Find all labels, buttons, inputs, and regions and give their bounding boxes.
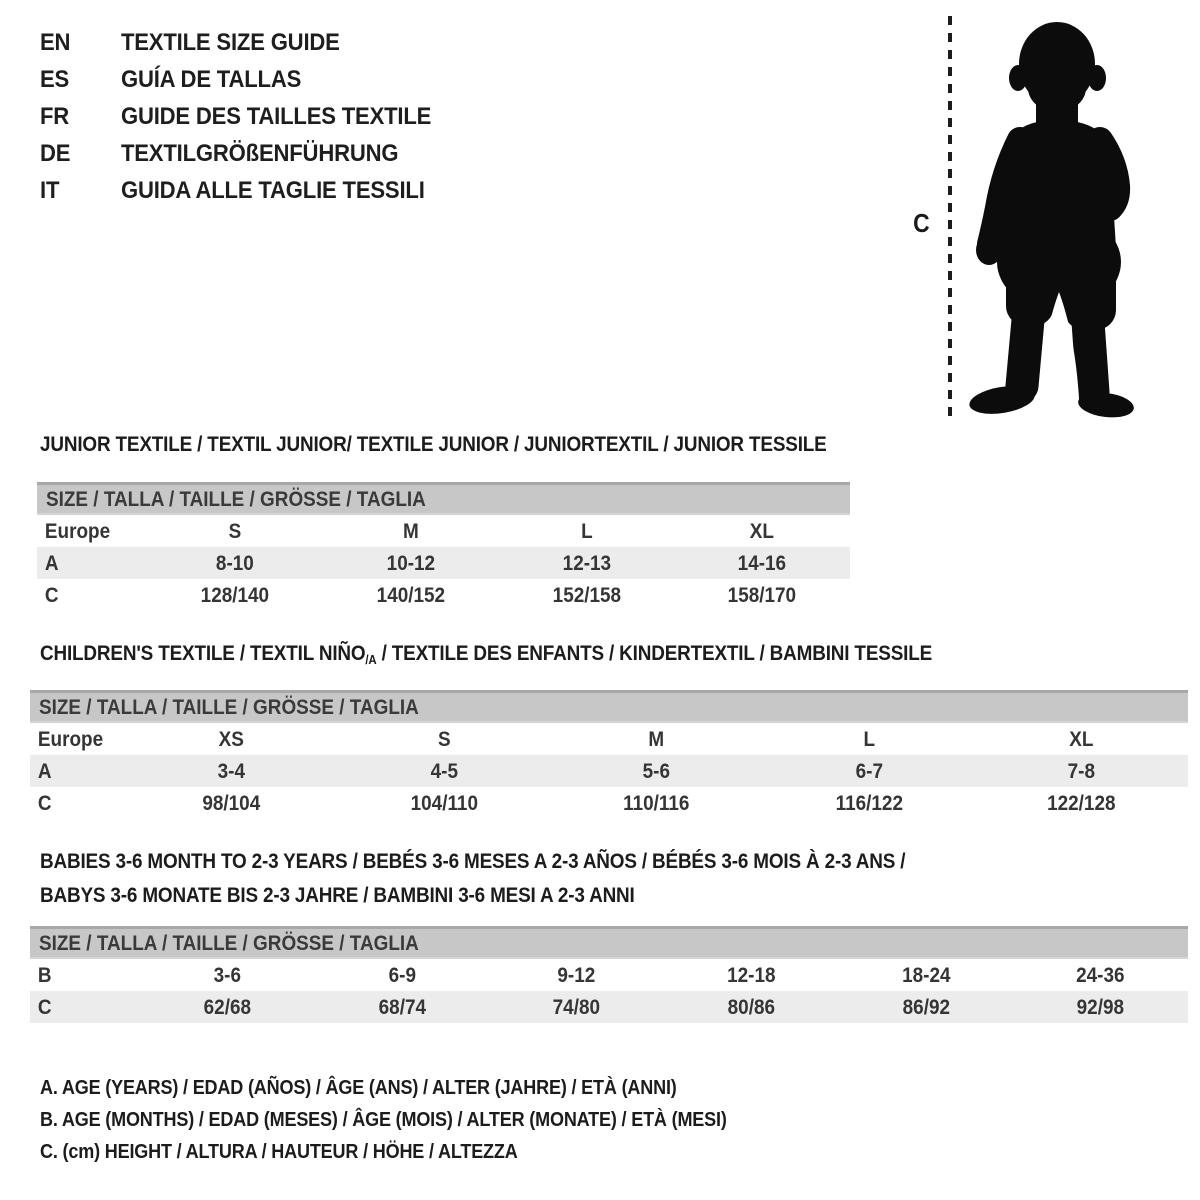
language-row-de [40, 135, 431, 172]
guide-title: GUIDA ALLE TAGLIE TESSILI [120, 176, 425, 204]
table-cell: 86/92 [902, 994, 950, 1019]
table-cell: 62/68 [203, 994, 252, 1019]
table-cell: 6-9 [388, 962, 416, 987]
guide-title: TEXTILGRÖßENFÜHRUNG [120, 139, 399, 167]
language-row-fr [40, 98, 431, 135]
title-text: / TEXTILE DES ENFANTS / KINDERTEXTIL / BAMBINI TESSILE [376, 641, 933, 665]
title-subscript: /A [365, 652, 377, 667]
table-cell: 14-16 [737, 550, 787, 575]
table-cell: 110/116 [623, 790, 690, 815]
row-label: A [44, 550, 59, 575]
table-cell: 152/158 [552, 582, 621, 607]
table-row-height-cm [30, 991, 1188, 1023]
table-cell: L [580, 518, 593, 543]
table-cell: 3-6 [213, 962, 242, 987]
section-title-junior: JUNIOR TEXTILE / TEXTIL JUNIOR/ TEXTILE JUNIOR / JUNIORTEXTIL / JUNIOR TESSILE [40, 432, 827, 456]
toddler-silhouette [960, 14, 1148, 418]
height-measure-dashed-line [948, 16, 952, 416]
table-row-age-months [30, 959, 1188, 991]
row-label: C [37, 994, 52, 1019]
table-cell: 92/98 [1077, 994, 1125, 1019]
table-cell: L [863, 726, 875, 751]
table-cell: 6-7 [855, 758, 883, 783]
section-title-children [40, 641, 932, 667]
table-cell: S [437, 726, 451, 751]
table-row-height-cm [37, 579, 850, 611]
language-code: FR [40, 102, 70, 130]
table-cell: S [228, 518, 242, 543]
size-header-row [30, 690, 1188, 723]
table-cell: 158/170 [727, 582, 797, 607]
table-cell: 116/122 [835, 790, 903, 815]
table-cell: 9-12 [557, 962, 596, 987]
language-row-es [40, 61, 431, 98]
guide-title: TEXTILE SIZE GUIDE [120, 28, 340, 56]
height-measure-label: C [913, 208, 930, 238]
size-header-label: SIZE / TALLA / TAILLE / GRÖSSE / TAGLIA [46, 486, 426, 511]
row-label: A [37, 758, 52, 783]
language-title-list [40, 24, 465, 209]
table-cell: 24-36 [1076, 962, 1125, 987]
language-code: ES [40, 65, 70, 93]
section-title-babies-line1: BABIES 3-6 MONTH TO 2-3 YEARS / BEBÉS 3-6 MESES A 2-3 AÑOS / BÉBÉS 3-6 MOIS À 2-3 ANS / [40, 849, 906, 873]
children-size-table [30, 690, 1188, 819]
table-cell: 128/140 [200, 582, 270, 607]
table-cell: 18-24 [901, 962, 951, 987]
table-cell: 12-18 [727, 962, 776, 987]
language-row-en [40, 24, 431, 61]
table-row-age-years [30, 755, 1188, 787]
table-cell: 140/152 [376, 582, 445, 607]
table-cell: 4-5 [430, 758, 458, 783]
table-row-europe [37, 515, 850, 547]
guide-title: GUÍA DE TALLAS [120, 65, 302, 93]
table-cell: 8-10 [215, 550, 254, 575]
junior-size-table [37, 482, 850, 611]
size-header-row [30, 926, 1188, 959]
row-label: Europe [37, 726, 104, 751]
row-label: C [44, 582, 59, 607]
table-cell: XL [750, 518, 775, 543]
row-label: B [37, 962, 52, 987]
table-row-europe [30, 723, 1188, 755]
table-cell: 68/74 [378, 994, 426, 1019]
size-header-label: SIZE / TALLA / TAILLE / GRÖSSE / TAGLIA [39, 694, 419, 719]
table-cell: 80/86 [727, 994, 776, 1019]
legend-age-months: B. AGE (MONTHS) / EDAD (MESES) / ÂGE (MOIS) / ALTER (MONATE) / ETÀ (MESI) [40, 1108, 727, 1131]
table-cell: 10-12 [386, 550, 435, 575]
table-cell: 5-6 [642, 758, 671, 783]
table-cell: 3-4 [217, 758, 245, 783]
table-cell: XS [218, 726, 244, 751]
size-header-label: SIZE / TALLA / TAILLE / GRÖSSE / TAGLIA [39, 930, 419, 955]
size-header-row [37, 482, 850, 515]
row-label: C [37, 790, 52, 815]
guide-title: GUIDE DES TAILLES TEXTILE [120, 102, 432, 130]
table-cell: 104/110 [410, 790, 478, 815]
section-title-babies-line2: BABYS 3-6 MONATE BIS 2-3 JAHRE / BAMBINI 3-6 MESI A 2-3 ANNI [40, 883, 635, 907]
table-cell: 7-8 [1067, 758, 1096, 783]
title-text: CHILDREN'S TEXTILE / TEXTIL NIÑO [40, 641, 366, 665]
babies-size-table [30, 926, 1188, 1023]
table-cell: 12-13 [562, 550, 611, 575]
language-code: IT [40, 176, 60, 204]
table-cell: XL [1069, 726, 1094, 751]
table-cell: 122/128 [1047, 790, 1116, 815]
language-code: DE [40, 139, 71, 167]
legend-height-cm: C. (cm) HEIGHT / ALTURA / HAUTEUR / HÖHE / ALTEZZA [40, 1140, 518, 1163]
table-cell: 74/80 [552, 994, 601, 1019]
table-cell: M [648, 726, 665, 751]
table-row-age-years [37, 547, 850, 579]
table-row-height-cm [30, 787, 1188, 819]
language-code: EN [40, 28, 71, 56]
row-label: Europe [44, 518, 111, 543]
table-cell: 98/104 [202, 790, 261, 815]
table-cell: M [402, 518, 419, 543]
language-row-it [40, 172, 431, 209]
legend-age-years: A. AGE (YEARS) / EDAD (AÑOS) / ÂGE (ANS) / ALTER (JAHRE) / ETÀ (ANNI) [40, 1076, 677, 1099]
